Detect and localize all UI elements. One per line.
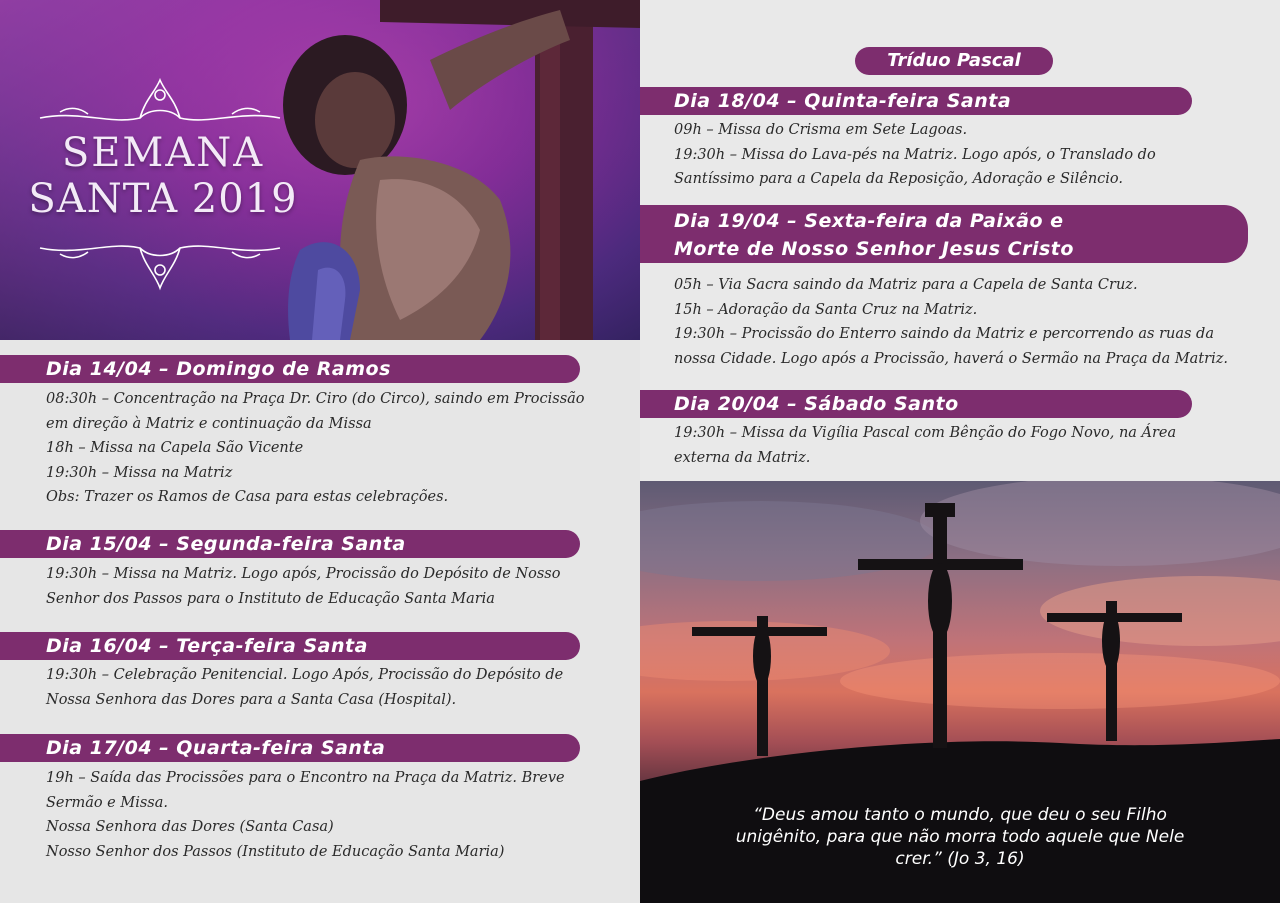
hero-title-line1: SEMANA (61, 130, 265, 176)
schedule-line: 19h – Saída das Procissões para o Encontro na Praça da Matriz. Breve (46, 770, 565, 786)
schedule-line: 19:30h – Missa na Matriz (46, 464, 233, 481)
section-body-dia-14 (46, 387, 585, 510)
schedule-line: em direção à Matriz e continuação da Missa (46, 415, 372, 432)
hero-banner (0, 0, 640, 340)
section-body-dia-17 (46, 766, 565, 864)
section-header-dia-20: Dia 20/04 – Sábado Santo (640, 390, 1192, 418)
section-header-dia-19-line2: Morte de Nosso Senhor Jesus Cristo (674, 238, 1074, 260)
schedule-line: 19:30h – Missa da Vigília Pascal com Bênção do Fogo Novo, na Área (674, 425, 1177, 441)
schedule-line: 18h – Missa na Capela São Vicente (46, 440, 304, 456)
schedule-line: 19:30h – Missa do Lava-pés na Matriz. Logo após, o Translado do (674, 146, 1156, 163)
schedule-line: nossa Cidade. Logo após a Procissão, haverá o Sermão na Praça da Matriz. (674, 350, 1228, 367)
schedule-line: externa da Matriz. (674, 449, 811, 466)
section-header-dia-14: Dia 14/04 – Domingo de Ramos (0, 355, 580, 383)
schedule-line: Nossa Senhora das Dores (Santa Casa) (46, 819, 334, 835)
section-header-dia-16: Dia 16/04 – Terça-feira Santa (0, 632, 580, 660)
section-body-dia-18 (674, 118, 1156, 192)
section-body-dia-16 (46, 663, 563, 712)
schedule-line: 19:30h – Procissão do Enterro saindo da Matriz e percorrendo as ruas da (674, 326, 1214, 342)
schedule-line: 09h – Missa do Crisma em Sete Lagoas. (674, 122, 968, 138)
section-body-dia-20 (674, 421, 1176, 470)
section-body-dia-19 (674, 273, 1228, 371)
hero-title (28, 130, 298, 222)
quote-line: crer.” (Jo 3, 16) (895, 849, 1025, 869)
schedule-line: 05h – Via Sacra saindo da Matriz para a Capela de Santa Cruz. (674, 277, 1138, 293)
schedule-line: 15h – Adoração da Santa Cruz na Matriz. (674, 301, 978, 318)
schedule-line: Sermão e Missa. (46, 794, 168, 811)
hero-title-line2: SANTA 2019 (28, 176, 298, 222)
schedule-line: 08:30h – Concentração na Praça Dr. Ciro (do Circo), saindo em Procissão (46, 391, 585, 407)
schedule-line: Senhor dos Passos para o Instituto de Educação Santa Maria (46, 590, 495, 607)
section-header-dia-17: Dia 17/04 – Quarta-feira Santa (0, 734, 580, 762)
section-header-dia-15: Dia 15/04 – Segunda-feira Santa (0, 530, 580, 558)
section-header-dia-18: Dia 18/04 – Quinta-feira Santa (640, 87, 1192, 115)
schedule-line: Nossa Senhora das Dores para a Santa Casa (Hospital). (46, 691, 457, 708)
bible-quote (680, 804, 1240, 870)
quote-line: unigênito, para que não morra todo aquele que Nele (735, 827, 1185, 847)
schedule-line: Nosso Senhor dos Passos (Instituto de Educação Santa Maria) (46, 843, 505, 860)
schedule-line: Santíssimo para a Capela da Reposição, Adoração e Silêncio. (674, 171, 1124, 187)
section-body-dia-15 (46, 562, 560, 611)
triduo-pascal-label: Tríduo Pascal (855, 47, 1053, 75)
section-header-dia-19-line1: Dia 19/04 – Sexta-feira da Paixão e (674, 210, 1064, 232)
schedule-line: Obs: Trazer os Ramos de Casa para estas celebrações. (46, 489, 449, 505)
quote-line: “Deus amou tanto o mundo, que deu o seu Filho (753, 805, 1167, 825)
section-header-dia-19 (640, 205, 1248, 263)
schedule-line: 19:30h – Missa na Matriz. Logo após, Procissão do Depósito de Nosso (46, 566, 561, 582)
schedule-line: 19:30h – Celebração Penitencial. Logo Após, Procissão do Depósito de (46, 667, 564, 683)
